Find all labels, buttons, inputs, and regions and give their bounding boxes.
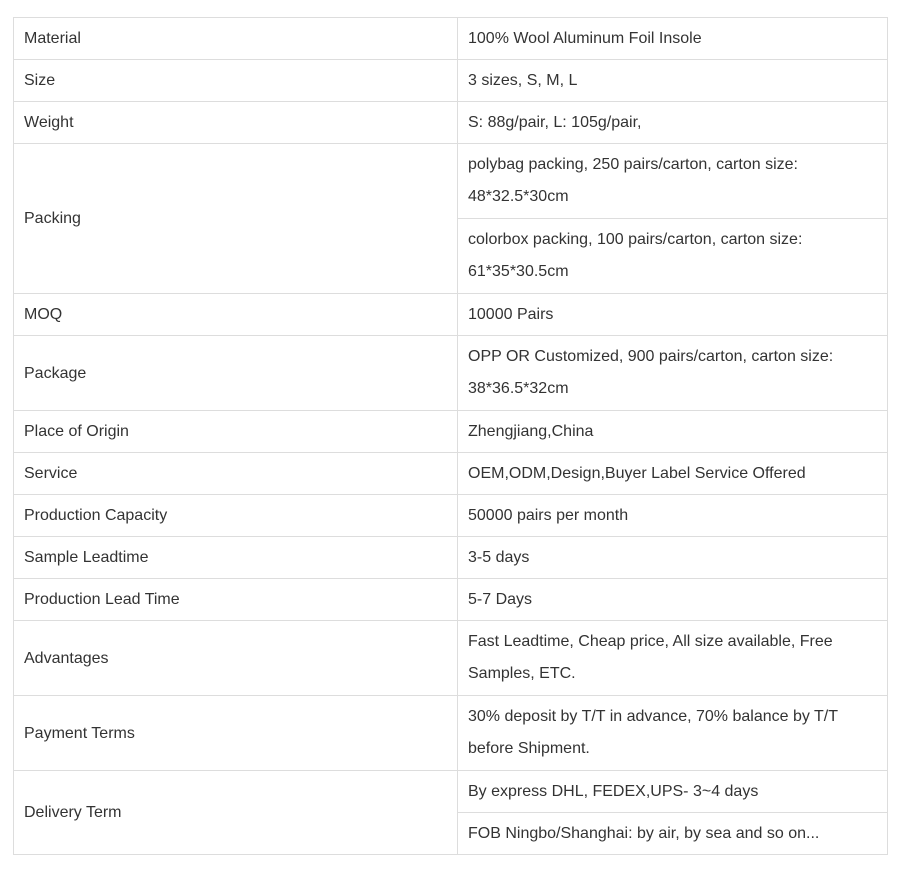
spec-value: Fast Leadtime, Cheap price, All size available, Free Samples, ETC. <box>458 621 888 696</box>
spec-value: 50000 pairs per month <box>458 495 888 537</box>
spec-label: Material <box>14 18 458 60</box>
spec-label: MOQ <box>14 294 458 336</box>
spec-value: colorbox packing, 100 pairs/carton, carton size: 61*35*30.5cm <box>458 219 888 294</box>
product-spec-table <box>13 17 888 855</box>
spec-label: Production Capacity <box>14 495 458 537</box>
spec-label: Production Lead Time <box>14 579 458 621</box>
table-row <box>14 453 888 495</box>
spec-value: polybag packing, 250 pairs/carton, carton size: 48*32.5*30cm <box>458 144 888 219</box>
table-row <box>14 411 888 453</box>
spec-value: OPP OR Customized, 900 pairs/carton, carton size: 38*36.5*32cm <box>458 336 888 411</box>
spec-value: 30% deposit by T/T in advance, 70% balance by T/T before Shipment. <box>458 696 888 771</box>
spec-value: By express DHL, FEDEX,UPS- 3~4 days <box>458 771 888 813</box>
spec-value: S: 88g/pair, L: 105g/pair, <box>458 102 888 144</box>
table-row <box>14 102 888 144</box>
spec-label: Sample Leadtime <box>14 537 458 579</box>
spec-label: Package <box>14 336 458 411</box>
table-row <box>14 621 888 696</box>
spec-value: 5-7 Days <box>458 579 888 621</box>
spec-label: Packing <box>14 144 458 294</box>
table-row <box>14 537 888 579</box>
table-row <box>14 144 888 219</box>
spec-label: Advantages <box>14 621 458 696</box>
spec-table-body <box>14 18 888 855</box>
spec-value: Zhengjiang,China <box>458 411 888 453</box>
spec-value: FOB Ningbo/Shanghai: by air, by sea and so on... <box>458 813 888 855</box>
spec-label: Place of Origin <box>14 411 458 453</box>
spec-label: Delivery Term <box>14 771 458 855</box>
table-row <box>14 696 888 771</box>
spec-label: Payment Terms <box>14 696 458 771</box>
spec-value: 100% Wool Aluminum Foil Insole <box>458 18 888 60</box>
spec-value: OEM,ODM,Design,Buyer Label Service Offered <box>458 453 888 495</box>
spec-value: 10000 Pairs <box>458 294 888 336</box>
table-row <box>14 771 888 813</box>
table-row <box>14 294 888 336</box>
spec-label: Weight <box>14 102 458 144</box>
spec-value: 3 sizes, S, M, L <box>458 60 888 102</box>
table-row <box>14 18 888 60</box>
spec-value: 3-5 days <box>458 537 888 579</box>
table-row <box>14 495 888 537</box>
table-row <box>14 579 888 621</box>
spec-label: Size <box>14 60 458 102</box>
table-row <box>14 336 888 411</box>
spec-label: Service <box>14 453 458 495</box>
table-row <box>14 60 888 102</box>
